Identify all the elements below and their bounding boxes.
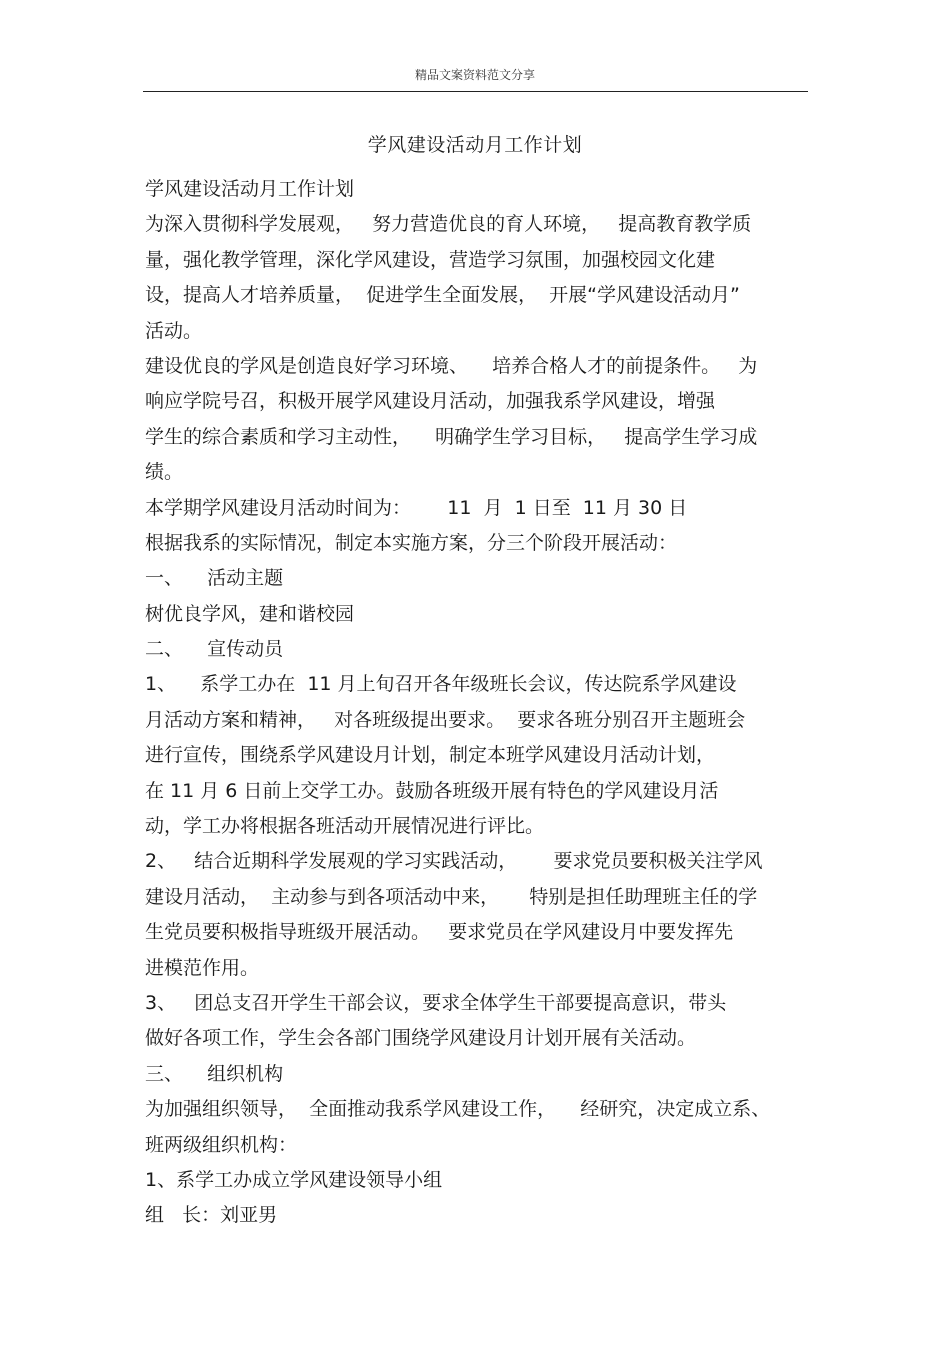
text-line: 设，提高人才培养质量， 促进学生全面发展， 开展“学风建设活动月” <box>145 284 740 307</box>
page-header: 精品文案资料范文分享 <box>414 68 535 82</box>
text-line: 活动。 <box>145 319 203 342</box>
text-line: 班两级组织机构： <box>145 1133 298 1156</box>
text-line: 学生的综合素质和学习主动性， 明确学生学习目标， 提高学生学习成 <box>145 425 758 448</box>
text-line: 学风建设活动月工作计划 <box>145 178 355 200</box>
section-heading: 二、 宣传动员 <box>145 638 284 661</box>
document-body <box>145 172 810 1234</box>
text-line: 本学期学风建设月活动时间为： 11 月 1 日至 11 月 30 日 <box>145 496 688 519</box>
text-line: 月活动方案和精神， 对各班级提出要求。 要求各班分别召开主题班会 <box>145 708 746 731</box>
text-line: 进行宣传，围绕系学风建设月计划，制定本班学风建设月活动计划， <box>145 744 716 767</box>
text-line: 在 11 月 6 日前上交学工办。鼓励各班级开展有特色的学风建设月活 <box>145 779 719 802</box>
text-line: 生党员要积极指导班级开展活动。 要求党员在学风建设月中要发挥先 <box>145 921 734 944</box>
text-line: 组 长：刘亚男 <box>145 1204 278 1227</box>
section-heading: 一、 活动主题 <box>145 567 284 590</box>
text-line: 建设优良的学风是创造良好学习环境、 培养合格人才的前提条件。 为 <box>145 354 758 377</box>
text-line: 建设月活动， 主动参与到各项活动中来， 特别是担任助理班主任的学 <box>145 885 758 908</box>
section-heading: 三、 组织机构 <box>145 1062 284 1085</box>
text-line: 3、 团总支召开学生干部会议，要求全体学生干部要提高意识，带头 <box>145 991 727 1014</box>
text-line: 1、 系学工办在 11 月上旬召开各年级班长会议，传达院系学风建设 <box>145 673 737 696</box>
text-line: 量，强化教学管理，深化学风建设，营造学习氛围，加强校园文化建 <box>145 248 716 271</box>
header-divider <box>143 91 808 92</box>
text-line: 1、系学工办成立学风建设领导小组 <box>145 1168 443 1191</box>
document-title: 学风建设活动月工作计划 <box>367 134 583 156</box>
text-line: 根据我系的实际情况，制定本实施方案，分三个阶段开展活动： <box>145 531 678 554</box>
text-line: 为深入贯彻科学发展观， 努力营造优良的育人环境， 提高教育教学质 <box>145 213 752 236</box>
text-line: 动，学工办将根据各班活动开展情况进行评比。 <box>145 815 545 838</box>
text-line: 为加强组织领导， 全面推动我系学风建设工作， 经研究，决定成立系、 <box>145 1098 771 1121</box>
text-line: 做好各项工作，学生会各部门围绕学风建设月计划开展有关活动。 <box>145 1027 697 1050</box>
text-line: 树优良学风，建和谐校园 <box>145 602 355 625</box>
text-line: 绩。 <box>145 461 184 484</box>
text-line: 进模范作用。 <box>145 956 260 979</box>
text-line: 响应学院号召，积极开展学风建设月活动，加强我系学风建设，增强 <box>145 390 716 413</box>
text-line: 2、 结合近期科学发展观的学习实践活动， 要求党员要积极关注学风 <box>145 850 763 873</box>
